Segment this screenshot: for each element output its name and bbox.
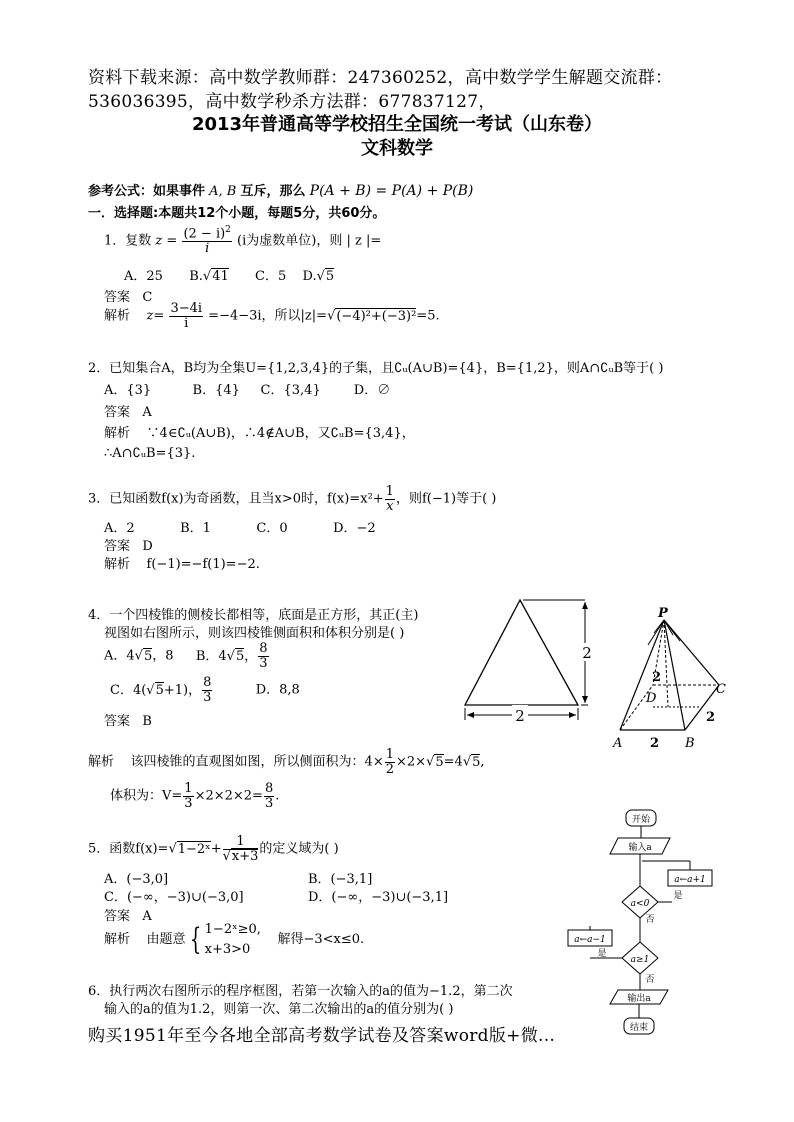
op2-label: a←a−1	[574, 935, 606, 945]
reference-equation: P(A + B) = P(A) + P(B)	[309, 183, 474, 199]
answer-label: 答案	[104, 405, 131, 420]
q5-option-c: C．(−∞，−3)∪(−3,0]	[104, 890, 244, 905]
q2-answer	[104, 401, 152, 420]
reference-mid: 互斥，那么	[240, 184, 306, 199]
q4-volume: 体积为：V= $\frac{1}{3}$ ×2×2×2= $\frac{8}{3}$ .	[110, 781, 280, 811]
q2-analysis-line2: ∴A∩∁ᵤB={3}.	[104, 446, 196, 461]
front-view-triangle	[465, 600, 578, 705]
height-label: 2	[582, 644, 592, 662]
q3-analysis	[104, 553, 260, 572]
q4-option-c: C．4(√5+1)， $\frac{8}{3}$	[110, 675, 212, 705]
q5-option-b: B．(−3,1]	[308, 872, 373, 887]
exam-subtitle: 文科数学	[361, 138, 433, 159]
q1-ana-end: =5.	[416, 308, 440, 324]
q1-ana-rest: =−4−3i，所以|z|=	[208, 308, 328, 324]
input-label: 输入a	[628, 843, 652, 853]
q1-option-b: B.√41	[189, 269, 229, 284]
end-label: 结束	[629, 1023, 649, 1033]
q1-ana-sqrt: (−4)²+(−3)²	[336, 308, 417, 324]
answer-value: A	[142, 909, 152, 924]
footer-ad: 购买1951年至今各地全部高考数学试卷及答案word版+微...	[88, 1026, 556, 1046]
answer-label: 答案	[104, 909, 131, 924]
q3-analysis-text: f(−1)=−f(1)=−2.	[146, 557, 260, 572]
q4-stem-line2: 视图如右图所示，则该四棱锥侧面积和体积分别是( )	[104, 626, 405, 641]
pyramid-figure	[608, 605, 738, 755]
q1-analysis: 解析 z= $\frac{3-4i}{i}$ =−4−3i，所以|z|=√(−4)²+(−3)²=5.	[104, 301, 440, 331]
cond1-label: a<0	[630, 899, 650, 909]
no2-label: 否	[645, 975, 655, 985]
answer-label: 答案	[104, 290, 131, 305]
start-label: 开始	[631, 815, 651, 825]
source-header-line1: 资料下载来源：高中数学教师群：247360252，高中数学学生解题交流群：	[88, 68, 673, 88]
q3-fraction: $\frac{1}{x}$	[385, 484, 394, 514]
answer-label: 答案	[104, 539, 131, 554]
reference-label: 参考公式：如果事件	[88, 184, 206, 199]
edge-bc-label: 2	[706, 710, 716, 725]
q4-options-ab	[104, 642, 270, 670]
q2-analysis	[104, 422, 415, 441]
q4-stem-line1: 4．一个四棱锥的侧棱长都相等，底面是正方形，其正(主)	[88, 608, 419, 623]
flowchart	[560, 806, 720, 1038]
q6-stem-line2: 输入的a的值为1.2，则第一次、第二次输出的a的值分别为( )	[104, 1002, 454, 1017]
q1-option-a: A．25	[124, 269, 163, 284]
no1-label: 否	[645, 915, 655, 925]
vertex-a-label: A	[613, 736, 623, 751]
q4-option-a: A．4√5，8	[104, 648, 174, 664]
q4-option-b: B．4√5， $\frac{8}{3}$	[195, 641, 268, 671]
answer-label: 答案	[104, 714, 131, 729]
q3-stem-a: 3．已知函数f(x)为奇函数，且当x>0时，f(x)=x²+	[88, 491, 384, 507]
q6-stem-line1: 6．执行两次右图所示的程序框图，若第一次输入的a的值为−1.2，第二次	[88, 984, 513, 999]
q2-analysis-line1: ∵4∈∁ᵤ(A∪B)，∴4∉A∪B，又∁ᵤB={3,4}，	[146, 426, 415, 441]
q5-option-d: D．(−∞，−3)∪(−3,1]	[308, 890, 449, 905]
q1-sup: 2	[225, 225, 231, 235]
q3-answer	[104, 535, 153, 554]
q1-stem-rest: (i为虚数单位)，则 | z |=	[237, 233, 382, 249]
vertex-p-label: P	[658, 606, 668, 621]
q4-answer	[104, 710, 152, 729]
analysis-label: 解析	[104, 557, 131, 572]
answer-value: D	[142, 539, 153, 554]
vertex-c-label: C	[716, 682, 726, 697]
answer-value: C	[142, 290, 153, 305]
q1-option-c: C．5	[255, 269, 287, 284]
yes2-label: 是	[597, 949, 607, 959]
q1-ana-fraction: $\frac{3-4i}{i}$	[170, 301, 203, 331]
q3-stem-b: ，则f(−1)等于( )	[395, 491, 497, 507]
edge-ab-label: 2	[650, 736, 660, 751]
yes1-label: 是	[673, 891, 683, 901]
q2-stem: 2．已知集合A，B均为全集U={1,2,3,4}的子集，且∁ᵤ(A∪B)={4}，B={1,2}，则A∩∁ᵤB等于( )	[88, 361, 664, 376]
reference-vars: A, B	[209, 184, 237, 199]
q1-z: z =	[155, 233, 178, 249]
q5-option-a: A．(−3,0]	[104, 872, 169, 887]
width-label: 2	[515, 707, 525, 725]
section-heading: 一．选择题:本题共12个小题，每题5分，共60分。	[88, 206, 386, 221]
answer-value: A	[142, 405, 152, 420]
q5-analysis: 解析 由题意 { 1−2ˣ≥0, x+3>0 解得−3<x≤0.	[104, 921, 365, 957]
edge-height-label: 2	[652, 670, 662, 685]
vertex-d-label: D	[646, 691, 657, 706]
cond2-label: a≥1	[630, 955, 650, 965]
analysis-label: 解析	[104, 932, 131, 947]
q2-options: A．{3} B．{4} C．{3,4} D．∅	[104, 383, 391, 398]
analysis-label: 解析	[104, 426, 131, 441]
analysis-label: 解析	[88, 754, 115, 770]
q5-stem: 5．函数f(x)=√1−2ˣ+ $\frac{1}{√x+3}$ 的定义域为( )	[88, 834, 339, 864]
exam-title: 2013年普通高等学校招生全国统一考试（山东卷）	[191, 114, 603, 135]
answer-value: B	[142, 714, 152, 729]
q3-stem	[88, 485, 496, 513]
q1-options	[124, 265, 334, 284]
vertex-b-label: B	[685, 736, 695, 751]
q1-ana-z: z=	[146, 308, 165, 324]
q4-options-cd	[110, 676, 300, 704]
q1-option-d: D.√5	[302, 269, 335, 284]
q3-options: A．2 B．1 C．0 D．−2	[104, 521, 376, 536]
source-header-line2: 536036395，高中数学秒杀方法群：677837127，	[88, 92, 496, 112]
q1-num: (2 − i)	[183, 226, 226, 242]
q1-stem	[104, 226, 381, 256]
reference-formula	[88, 180, 473, 199]
op1-label: a←a+1	[674, 875, 706, 885]
q4-analysis: 解析 该四棱锥的直观图如图，所以侧面积为：4× $\frac{1}{2}$ ×2×√5=4√5,	[88, 747, 485, 777]
q1-fraction	[182, 226, 231, 256]
q1-den: i	[205, 240, 210, 256]
front-view-figure	[460, 595, 610, 730]
q1-number: 1．复数	[104, 233, 152, 249]
q4-option-d: D．8,8	[255, 682, 300, 698]
analysis-label: 解析	[104, 308, 131, 324]
output-label: 输出a	[627, 994, 651, 1004]
